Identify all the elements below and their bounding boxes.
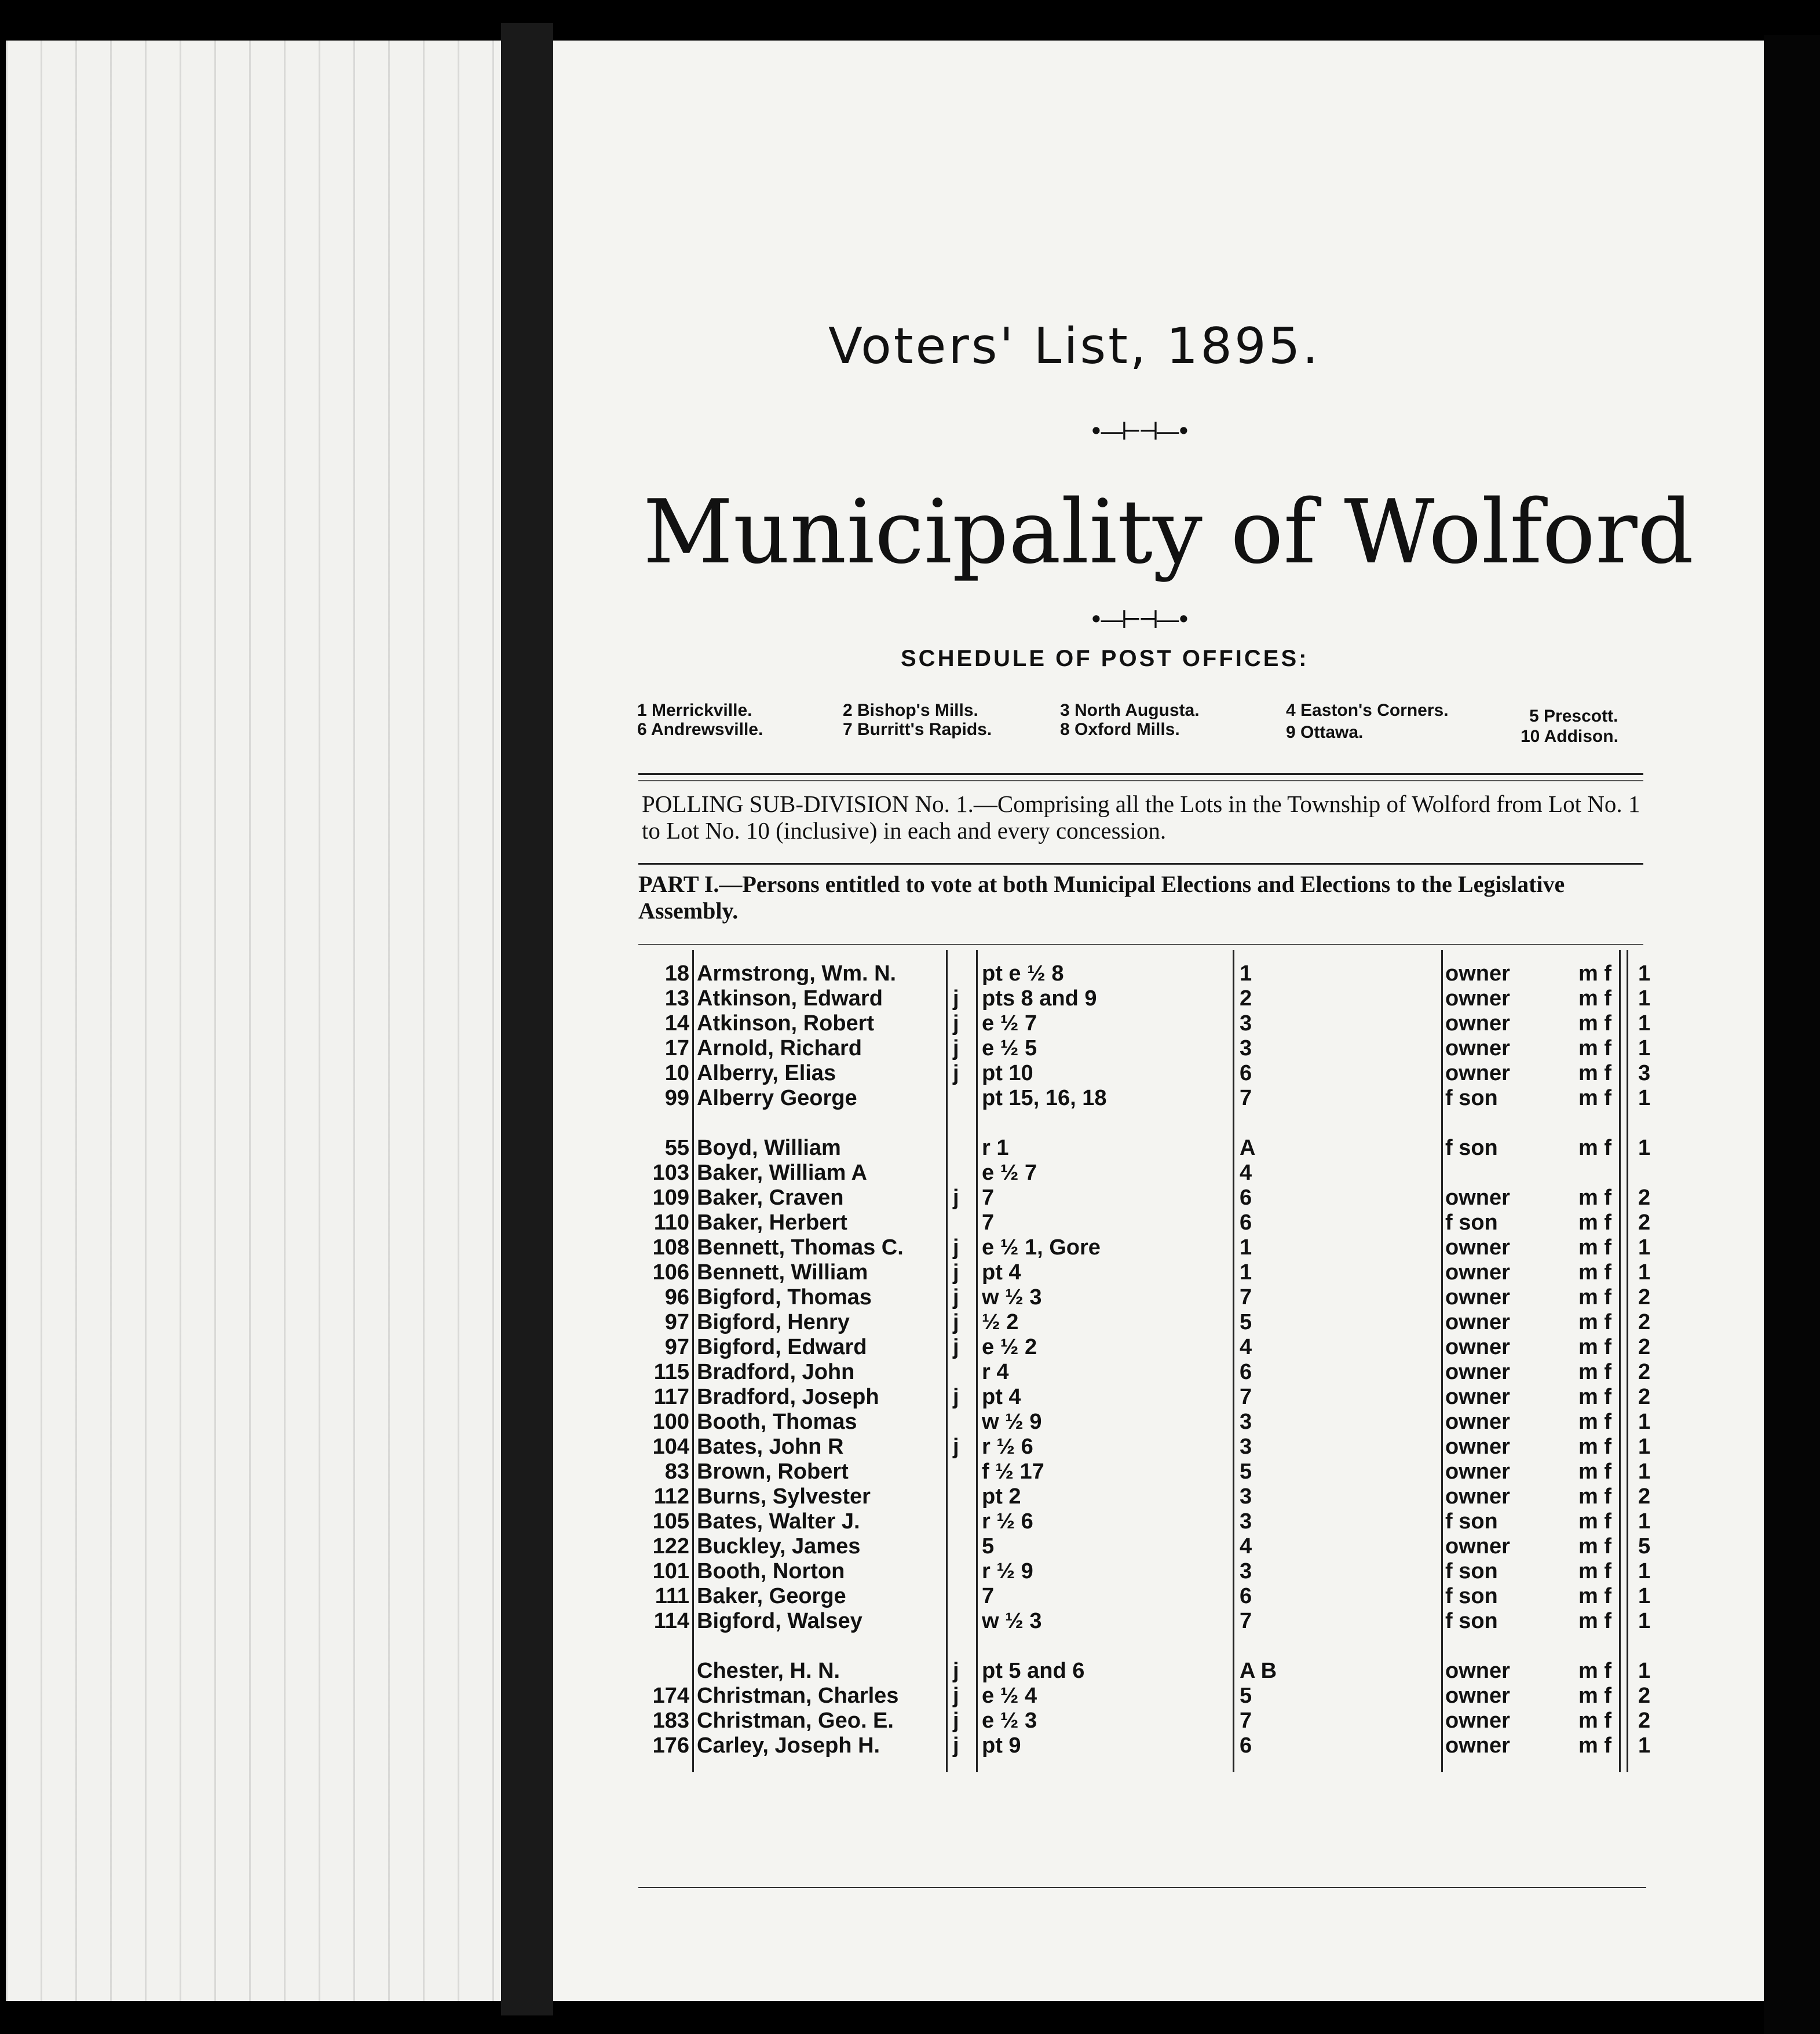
schedule-heading: SCHEDULE OF POST OFFICES: — [901, 646, 1309, 671]
juror-mark: j — [953, 1733, 959, 1758]
lot-description: e ½ 5 — [982, 1036, 1037, 1060]
sex-marker: m f — [1578, 1186, 1611, 1210]
voter-number: 117 — [653, 1385, 689, 1409]
voter-number: 18 — [664, 961, 689, 986]
voter-name: Baker, George — [697, 1584, 846, 1608]
post-office-number: 1 — [1638, 1733, 1651, 1758]
lot-description: 7 — [982, 1584, 995, 1608]
post-office-number: 1 — [1638, 1559, 1651, 1583]
polling-subdivision-text: POLLING SUB-DIVISION No. 1.—Comprising all the Lots in the Township of Wolford from Lot No. 1 to Lot No. 10 (inclusive) in each and every concession. — [642, 791, 1640, 844]
post-office-number: 1 — [1638, 986, 1651, 1011]
qualification: owner — [1445, 1385, 1510, 1409]
voter-number: 112 — [653, 1484, 689, 1509]
voter-number: 106 — [652, 1260, 689, 1285]
lot-description: e ½ 7 — [982, 1011, 1037, 1036]
lot-description: pt 9 — [982, 1733, 1021, 1758]
concession: 7 — [1240, 1086, 1252, 1110]
qualification: owner — [1445, 1061, 1510, 1085]
sex-marker: m f — [1578, 1210, 1611, 1235]
voter-number: 183 — [652, 1709, 689, 1733]
voter-number: 174 — [652, 1684, 689, 1708]
qualification: f son — [1445, 1559, 1498, 1583]
voter-name: Armstrong, Wm. N. — [697, 961, 897, 986]
sex-marker: m f — [1578, 1709, 1611, 1733]
post-office-number: 1 — [1638, 1609, 1651, 1633]
sex-marker: m f — [1578, 1136, 1611, 1160]
juror-mark: j — [953, 1036, 959, 1060]
juror-mark: j — [953, 1011, 959, 1036]
voter-name: Booth, Thomas — [697, 1410, 857, 1434]
column-line — [946, 950, 948, 1772]
voter-name: Bradford, Joseph — [697, 1385, 879, 1409]
qualification: f son — [1445, 1210, 1498, 1235]
concession: 4 — [1240, 1335, 1252, 1359]
ornament-divider: •—⊢⊣—• — [1089, 605, 1187, 634]
voter-name: Baker, Herbert — [697, 1210, 847, 1235]
sex-marker: m f — [1578, 1086, 1611, 1110]
lot-description: e ½ 1, Gore — [982, 1235, 1101, 1260]
post-office-number: 3 — [1638, 1061, 1651, 1085]
voter-number: 101 — [652, 1559, 689, 1583]
qualification: owner — [1445, 1684, 1510, 1708]
sex-marker: m f — [1578, 1559, 1611, 1583]
lot-description: e ½ 7 — [982, 1161, 1037, 1185]
post-office-number: 1 — [1638, 1086, 1651, 1110]
voter-number: 104 — [652, 1435, 689, 1459]
voter-name: Christman, Charles — [697, 1684, 899, 1708]
voter-number: 10 — [664, 1061, 689, 1085]
post-office-number: 1 — [1638, 1659, 1651, 1683]
qualification: owner — [1445, 1410, 1510, 1434]
sex-marker: m f — [1578, 1310, 1611, 1334]
post-office-number: 2 — [1638, 1210, 1651, 1235]
qualification: f son — [1445, 1086, 1498, 1110]
voter-name: Bigford, Walsey — [697, 1609, 863, 1633]
page-edge — [1764, 35, 1820, 2034]
concession: 1 — [1240, 961, 1252, 986]
concession: 2 — [1240, 986, 1252, 1011]
lot-description: pt 15, 16, 18 — [982, 1086, 1107, 1110]
qualification: owner — [1445, 961, 1510, 986]
post-office-number: 2 — [1638, 1335, 1651, 1359]
lot-description: e ½ 3 — [982, 1709, 1037, 1733]
post-office-number: 1 — [1638, 961, 1651, 986]
voter-name: Bennett, Thomas C. — [697, 1235, 904, 1260]
sex-marker: m f — [1578, 1335, 1611, 1359]
qualification: owner — [1445, 1659, 1510, 1683]
concession: 3 — [1240, 1410, 1252, 1434]
sex-marker: m f — [1578, 1435, 1611, 1459]
juror-mark: j — [953, 1659, 959, 1683]
voter-name: Brown, Robert — [697, 1459, 849, 1484]
divider-rule — [638, 863, 1643, 865]
juror-mark: j — [953, 1061, 959, 1085]
post-office-number: 1 — [1638, 1036, 1651, 1060]
sex-marker: m f — [1578, 1534, 1611, 1559]
voter-number: 110 — [653, 1210, 689, 1235]
voter-number: 176 — [652, 1733, 689, 1758]
post-office: 7 Burritt's Rapids. — [843, 720, 992, 739]
voter-number: 83 — [664, 1459, 689, 1484]
sex-marker: m f — [1578, 1459, 1611, 1484]
post-office-number: 1 — [1638, 1459, 1651, 1484]
lot-description: r 1 — [982, 1136, 1009, 1160]
lot-description: 7 — [982, 1186, 995, 1210]
sex-marker: m f — [1578, 1285, 1611, 1309]
sex-marker: m f — [1578, 986, 1611, 1011]
column-line — [1627, 950, 1628, 1772]
voter-name: Alberry, Elias — [697, 1061, 836, 1085]
juror-mark: j — [953, 1709, 959, 1733]
voter-name: Chester, H. N. — [697, 1659, 840, 1683]
post-office: 6 Andrewsville. — [637, 720, 763, 739]
concession: 6 — [1240, 1733, 1252, 1758]
qualification: owner — [1445, 1260, 1510, 1285]
voter-name: Bennett, William — [697, 1260, 868, 1285]
juror-mark: j — [953, 1385, 959, 1409]
voter-number: 100 — [652, 1410, 689, 1434]
lot-description: w ½ 3 — [982, 1609, 1042, 1633]
juror-mark: j — [953, 1260, 959, 1285]
voter-name: Christman, Geo. E. — [697, 1709, 894, 1733]
column-line — [692, 950, 694, 1772]
juror-mark: j — [953, 1235, 959, 1260]
voter-number: 105 — [652, 1509, 689, 1534]
column-line — [1233, 950, 1234, 1772]
concession: 5 — [1240, 1310, 1252, 1334]
post-office: 4 Easton's Corners. — [1286, 701, 1449, 720]
qualification: f son — [1445, 1584, 1498, 1608]
post-office: 1 Merrickville. — [637, 701, 752, 720]
lot-description: ½ 2 — [982, 1310, 1019, 1334]
concession: 7 — [1240, 1709, 1252, 1733]
voter-number: 55 — [664, 1136, 689, 1160]
post-office-number: 1 — [1638, 1435, 1651, 1459]
post-office: 8 Oxford Mills. — [1060, 720, 1180, 739]
sex-marker: m f — [1578, 1584, 1611, 1608]
qualification: owner — [1445, 1235, 1510, 1260]
concession: 3 — [1240, 1509, 1252, 1534]
book-spine — [501, 23, 553, 2015]
voter-number: 14 — [664, 1011, 689, 1036]
lot-description: r 4 — [982, 1360, 1009, 1384]
post-office-number: 5 — [1638, 1534, 1651, 1559]
sex-marker: m f — [1578, 1733, 1611, 1758]
voter-number: 111 — [655, 1584, 689, 1608]
sex-marker: m f — [1578, 1011, 1611, 1036]
qualification: owner — [1445, 1011, 1510, 1036]
concession: 6 — [1240, 1360, 1252, 1384]
voter-name: Bigford, Thomas — [697, 1285, 872, 1309]
qualification: owner — [1445, 1484, 1510, 1509]
concession: 1 — [1240, 1235, 1252, 1260]
voter-name: Arnold, Richard — [697, 1036, 863, 1060]
lot-description: e ½ 2 — [982, 1335, 1037, 1359]
juror-mark: j — [953, 1684, 959, 1708]
column-line — [976, 950, 978, 1772]
lot-description: pt 4 — [982, 1385, 1021, 1409]
concession: 7 — [1240, 1385, 1252, 1409]
voter-name: Bradford, John — [697, 1360, 855, 1384]
post-office: 2 Bishop's Mills. — [843, 701, 978, 720]
divider-rule — [638, 944, 1643, 945]
concession: 1 — [1240, 1260, 1252, 1285]
post-office-number: 2 — [1638, 1310, 1651, 1334]
post-office-number: 2 — [1638, 1186, 1651, 1210]
juror-mark: j — [953, 1310, 959, 1334]
voter-number: 114 — [653, 1609, 689, 1633]
qualification: owner — [1445, 1310, 1510, 1334]
lot-description: e ½ 4 — [982, 1684, 1037, 1708]
concession: 6 — [1240, 1061, 1252, 1085]
voter-name: Bates, John R — [697, 1435, 844, 1459]
lot-description: pt 5 and 6 — [982, 1659, 1085, 1683]
ornament-divider: •—⊢⊣—• — [1089, 417, 1187, 445]
lot-description: pt 2 — [982, 1484, 1021, 1509]
post-office: 9 Ottawa. — [1286, 723, 1364, 742]
voter-number: 97 — [664, 1335, 689, 1359]
juror-mark: j — [953, 1285, 959, 1309]
post-office: 5 Prescott. — [1529, 707, 1618, 726]
voter-number: 115 — [653, 1360, 689, 1384]
lot-description: f ½ 17 — [982, 1459, 1044, 1484]
voter-number: 122 — [652, 1534, 689, 1559]
sex-marker: m f — [1578, 1659, 1611, 1683]
post-office-number: 1 — [1638, 1260, 1651, 1285]
page-title: Voters' List, 1895. — [828, 317, 1321, 375]
lot-description: pt 4 — [982, 1260, 1021, 1285]
qualification: f son — [1445, 1136, 1498, 1160]
sex-marker: m f — [1578, 1360, 1611, 1384]
voter-number: 96 — [664, 1285, 689, 1309]
concession: 7 — [1240, 1609, 1252, 1633]
post-office: 3 North Augusta. — [1060, 701, 1200, 720]
juror-mark: j — [953, 1335, 959, 1359]
concession: 6 — [1240, 1584, 1252, 1608]
voter-name: Burns, Sylvester — [697, 1484, 871, 1509]
post-office-number: 2 — [1638, 1385, 1651, 1409]
juror-mark: j — [953, 986, 959, 1011]
lot-description: w ½ 3 — [982, 1285, 1042, 1309]
sex-marker: m f — [1578, 1609, 1611, 1633]
qualification: owner — [1445, 1709, 1510, 1733]
voter-number: 97 — [664, 1310, 689, 1334]
concession: 3 — [1240, 1011, 1252, 1036]
sex-marker: m f — [1578, 1061, 1611, 1085]
voter-name: Bates, Walter J. — [697, 1509, 860, 1534]
concession: A B — [1240, 1659, 1277, 1683]
voter-number: 109 — [652, 1186, 689, 1210]
sex-marker: m f — [1578, 1484, 1611, 1509]
qualification: owner — [1445, 1036, 1510, 1060]
divider-rule — [638, 780, 1643, 781]
qualification: f son — [1445, 1509, 1498, 1534]
voter-number: 108 — [652, 1235, 689, 1260]
post-office-number: 1 — [1638, 1136, 1651, 1160]
lot-description: pts 8 and 9 — [982, 986, 1097, 1011]
post-office-number: 1 — [1638, 1584, 1651, 1608]
sex-marker: m f — [1578, 961, 1611, 986]
voter-number: 103 — [652, 1161, 689, 1185]
sex-marker: m f — [1578, 1036, 1611, 1060]
voter-name: Alberry George — [697, 1086, 857, 1110]
voter-name: Carley, Joseph H. — [697, 1733, 880, 1758]
sex-marker: m f — [1578, 1385, 1611, 1409]
lot-description: 7 — [982, 1210, 995, 1235]
left-page — [6, 41, 501, 2001]
juror-mark: j — [953, 1186, 959, 1210]
voter-name: Bigford, Henry — [697, 1310, 850, 1334]
qualification: owner — [1445, 1335, 1510, 1359]
voter-name: Buckley, James — [697, 1534, 861, 1559]
lot-description: 5 — [982, 1534, 995, 1559]
concession: 5 — [1240, 1459, 1252, 1484]
post-office-number: 1 — [1638, 1011, 1651, 1036]
post-office-number: 2 — [1638, 1709, 1651, 1733]
qualification: owner — [1445, 1186, 1510, 1210]
concession: 3 — [1240, 1559, 1252, 1583]
voter-name: Atkinson, Edward — [697, 986, 883, 1011]
sex-marker: m f — [1578, 1509, 1611, 1534]
post-office-number: 1 — [1638, 1509, 1651, 1534]
post-office-number: 2 — [1638, 1684, 1651, 1708]
concession: 6 — [1240, 1210, 1252, 1235]
lot-description: pt e ½ 8 — [982, 961, 1064, 986]
concession: 4 — [1240, 1161, 1252, 1185]
voter-number: 17 — [664, 1036, 689, 1060]
qualification: f son — [1445, 1609, 1498, 1633]
qualification: owner — [1445, 1459, 1510, 1484]
qualification: owner — [1445, 986, 1510, 1011]
lot-description: w ½ 9 — [982, 1410, 1042, 1434]
voter-name: Baker, William A — [697, 1161, 867, 1185]
voter-name: Baker, Craven — [697, 1186, 844, 1210]
juror-mark: j — [953, 1435, 959, 1459]
lot-description: pt 10 — [982, 1061, 1033, 1085]
column-line — [1619, 950, 1621, 1772]
post-office: 10 Addison. — [1521, 727, 1618, 746]
voter-name: Boyd, William — [697, 1136, 841, 1160]
concession: A — [1240, 1136, 1256, 1160]
qualification: owner — [1445, 1435, 1510, 1459]
concession: 5 — [1240, 1684, 1252, 1708]
post-office-number: 2 — [1638, 1285, 1651, 1309]
sex-marker: m f — [1578, 1684, 1611, 1708]
bottom-rule — [638, 1887, 1646, 1888]
concession: 3 — [1240, 1435, 1252, 1459]
lot-description: r ½ 6 — [982, 1509, 1033, 1534]
post-office-number: 2 — [1638, 1360, 1651, 1384]
qualification: owner — [1445, 1285, 1510, 1309]
qualification: owner — [1445, 1360, 1510, 1384]
qualification: owner — [1445, 1534, 1510, 1559]
concession: 3 — [1240, 1484, 1252, 1509]
municipality-heading: Municipality of Wolford — [643, 481, 1694, 583]
voter-name: Booth, Norton — [697, 1559, 845, 1583]
sex-marker: m f — [1578, 1260, 1611, 1285]
post-office-number: 1 — [1638, 1235, 1651, 1260]
concession: 6 — [1240, 1186, 1252, 1210]
column-line — [1441, 950, 1443, 1772]
concession: 4 — [1240, 1534, 1252, 1559]
post-office-number: 2 — [1638, 1484, 1651, 1509]
voter-name: Atkinson, Robert — [697, 1011, 875, 1036]
part-heading: PART I.—Persons entitled to vote at both Municipal Elections and Elections to the Legislative Assembly. — [638, 871, 1565, 924]
voter-name: Bigford, Edward — [697, 1335, 867, 1359]
post-office-number: 1 — [1638, 1410, 1651, 1434]
voter-number: 13 — [664, 986, 689, 1011]
concession: 7 — [1240, 1285, 1252, 1309]
lot-description: r ½ 6 — [982, 1435, 1033, 1459]
divider-rule — [638, 773, 1643, 775]
concession: 3 — [1240, 1036, 1252, 1060]
voter-number: 99 — [664, 1086, 689, 1110]
sex-marker: m f — [1578, 1235, 1611, 1260]
lot-description: r ½ 9 — [982, 1559, 1033, 1583]
qualification: owner — [1445, 1733, 1510, 1758]
sex-marker: m f — [1578, 1410, 1611, 1434]
